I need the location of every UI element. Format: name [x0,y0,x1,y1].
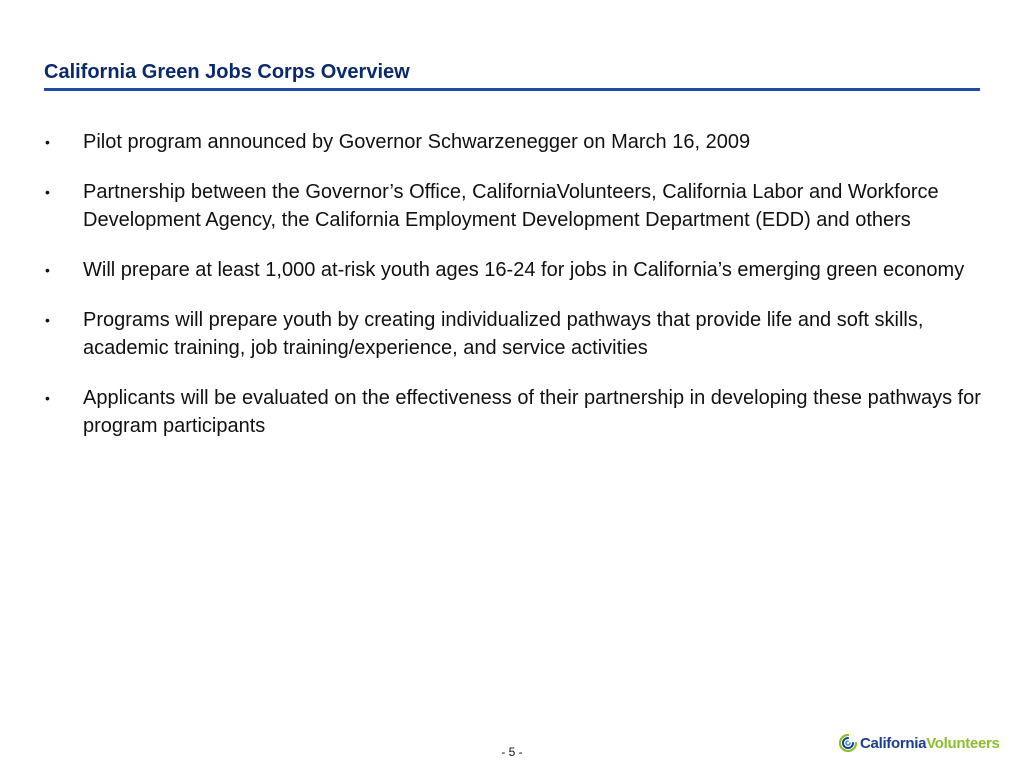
logo-text-volunteers: Volunteers [926,734,1000,752]
bullet-marker: • [45,184,50,200]
bullet-text: Pilot program announced by Governor Schwarzenegger on March 16, 2009 [83,131,751,153]
logo-text-california: California [860,734,927,752]
bullet-marker: • [45,312,50,328]
bullet-item [44,178,994,234]
bullet-item [44,384,994,440]
california-volunteers-logo [838,733,1000,753]
swirl-logo-icon [838,733,858,753]
bullet-item [44,306,994,362]
bullet-item [44,256,994,284]
bullet-item [44,128,994,156]
bullet-text: Partnership between the Governor’s Office, CaliforniaVolunteers, California Labor and Workforce Development Agency, the California Employment Development Department (EDD) and others [83,181,939,231]
bullet-list [44,128,994,462]
bullet-marker: • [45,134,50,150]
title-underline [44,88,980,91]
bullet-text: Programs will prepare youth by creating individualized pathways that provide life and soft skills, academic training, job training/experience, and service activities [83,309,924,359]
slide-title: California Green Jobs Corps Overview [44,61,410,83]
bullet-marker: • [45,262,50,278]
page-number: - 5 - [501,745,523,759]
bullet-marker: • [45,390,50,406]
bullet-text: Will prepare at least 1,000 at-risk youth ages 16-24 for jobs in California’s emerging green economy [83,259,965,281]
bullet-text: Applicants will be evaluated on the effectiveness of their partnership in developing these pathways for program participants [83,387,981,437]
logo-wordmark [860,735,1000,752]
